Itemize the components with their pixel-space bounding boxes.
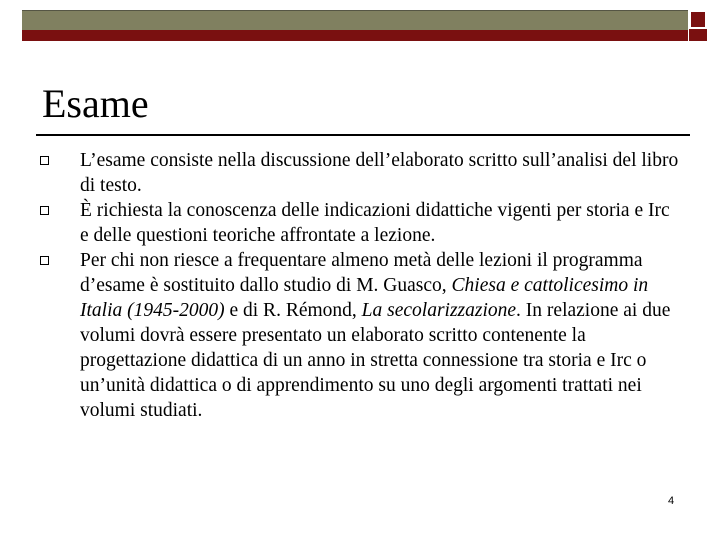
bullet-text-2: È richiesta la conoscenza delle indicazioni didattiche vigenti per storia e Irc e delle questioni teoriche affrontate a lezione.	[80, 200, 670, 246]
bullet-text-3-part-2: e di R. Rémond,	[224, 300, 362, 321]
bullet-text-3-part-3: . In relazione ai due volumi dovrà essere presentato un elaborato scritto contenente la progettazione didattica di un anno in stretta connessione tra storia e Irc o un’unità didattica o di apprendimento su uno degli argomenti trattati nei volumi studiati.	[80, 300, 671, 421]
bullet-text-3-part-1: Per chi non riesce a frequentare almeno metà delle lezioni il programma d’esame è sostituito dallo studio di M. Guasco,	[80, 250, 643, 296]
square-bullet-icon	[40, 206, 49, 215]
book-title-remond: La secolarizzazione	[361, 300, 517, 321]
square-bullet-icon	[40, 156, 49, 165]
header-corner-square	[689, 10, 707, 29]
title-divider	[36, 134, 690, 136]
slide-title: Esame	[42, 81, 149, 126]
square-bullet-icon	[40, 256, 49, 265]
bullet-text-1: L’esame consiste nella discussione dell’elaborato scritto sull’analisi del libro di testo.	[80, 150, 679, 196]
bullet-list	[40, 148, 680, 423]
bullet-item-2	[40, 198, 680, 248]
header-band-maroon	[22, 30, 688, 41]
bullet-item-1	[40, 148, 680, 198]
book-title-guasco: Chiesa e cattolicesimo in Italia (1945-2000)	[80, 275, 649, 321]
page-number: 4	[668, 495, 675, 507]
header-band-olive	[22, 10, 688, 30]
bullet-item-3	[40, 248, 680, 423]
